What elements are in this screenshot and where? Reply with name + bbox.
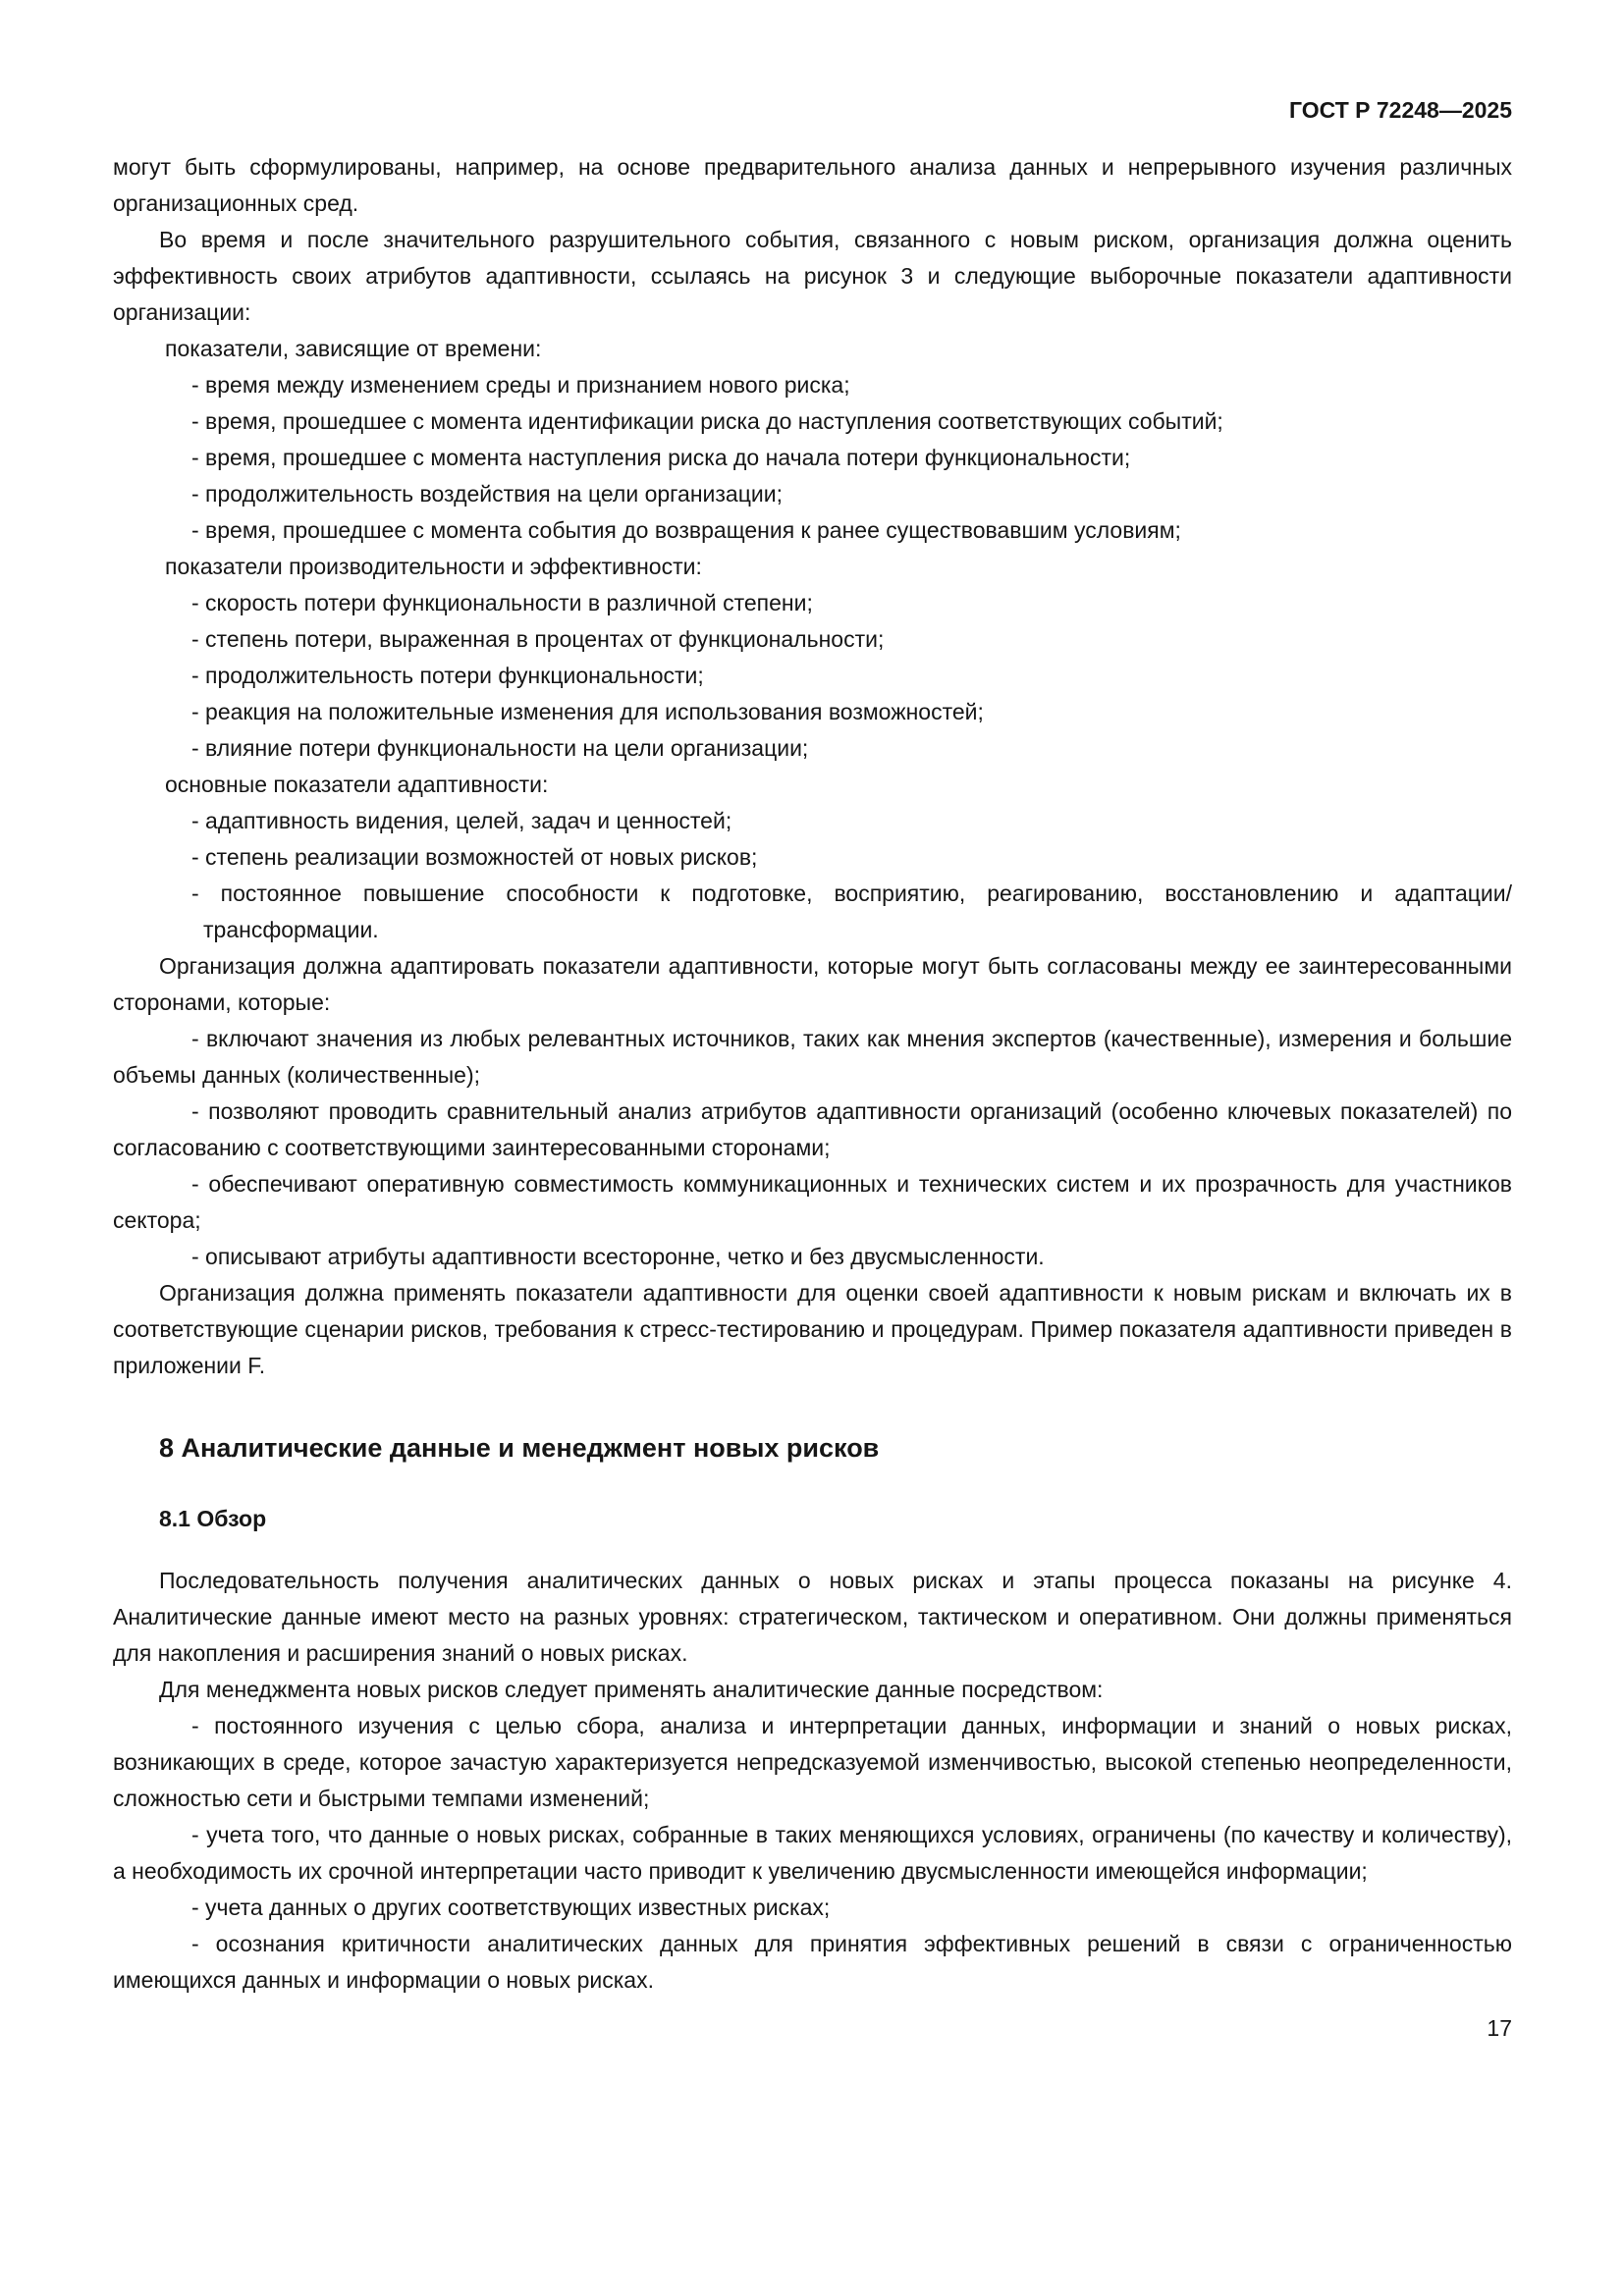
list-item: - время, прошедшее с момента события до возвращения к ранее существовавшим условиям; [191, 517, 1181, 543]
list-label: основные показатели адаптивности: [165, 772, 549, 797]
list-item: - постоянного изучения с целью сбора, анализа и интерпретации данных, информации и знаний о новых рисках, возникающих в среде, которое зачастую характеризуется непредсказуемой изменчивостью, высокой степенью неопределенности, сложностью сети и быстрыми темпами изменений; [113, 1713, 1512, 1811]
list-item: - позволяют проводить сравнительный анализ атрибутов адаптивности организаций (особенно ключевых показателей) по согласованию с соответствующими заинтересованными сторонами; [113, 1098, 1512, 1160]
list-item: - степень потери, выраженная в процентах от функциональности; [191, 626, 885, 652]
list-item: - описывают атрибуты адаптивности всесторонне, четко и без двусмысленности. [191, 1244, 1045, 1269]
subsection-heading: 8.1 Обзор [159, 1506, 267, 1531]
paragraph: Последовательность получения аналитических данных о новых рисках и этапы процесса показаны на рисунке 4. Аналитические данные имеют место на разных уровнях: стратегическом, тактическом и оперативном. Они должны применяться для накопления и расширения знаний о новых рисках. [113, 1568, 1512, 1666]
list-item: - продолжительность воздействия на цели организации; [191, 481, 783, 507]
list-item: - время, прошедшее с момента идентификации риска до наступления соответствующих событий; [191, 408, 1223, 434]
list-item: - учета того, что данные о новых рисках, собранные в таких меняющихся условиях, ограничены (по качеству и количеству), а необходимость их срочной интерпретации часто приводит к увеличению двусмысленности имеющейся информации; [113, 1822, 1512, 1884]
list-item: - учета данных о других соответствующих известных рисках; [191, 1895, 831, 1920]
paragraph: Во время и после значительного разрушительного события, связанного с новым риском, организация должна оценить эффективность своих атрибутов адаптивности, ссылаясь на рисунок 3 и следующие выборочные показатели адаптивности организации: [113, 227, 1512, 325]
document-body [113, 149, 1512, 1999]
page-footer [113, 2014, 1512, 2042]
list-item: - адаптивность видения, целей, задач и ценностей; [191, 808, 732, 833]
list-item: - постоянное повышение способности к подготовке, восприятию, реагированию, восстановлению и адаптации/трансформации. [191, 881, 1512, 942]
page-header [113, 96, 1512, 124]
list-item: - продолжительность потери функциональности; [191, 663, 704, 688]
list-item: - реакция на положительные изменения для использования возможностей; [191, 699, 984, 724]
list-item: - обеспечивают оперативную совместимость коммуникационных и технических систем и их прозрачность для участников сектора; [113, 1171, 1512, 1233]
list-item: - время между изменением среды и признанием нового риска; [191, 372, 850, 398]
page-number: 17 [1487, 2015, 1512, 2041]
section-heading: 8 Аналитические данные и менеджмент новых рисков [159, 1433, 880, 1463]
list-item: - степень реализации возможностей от новых рисков; [191, 844, 758, 870]
list-item: - время, прошедшее с момента наступления риска до начала потери функциональности; [191, 445, 1131, 470]
paragraph: Организация должна применять показатели адаптивности для оценки своей адаптивности к новым рискам и включать их в соответствующие сценарии рисков, требования к стресс-тестированию и процедурам. Пример показателя адаптивности приведен в приложении F. [113, 1280, 1512, 1378]
list-item: - включают значения из любых релевантных источников, таких как мнения экспертов (качественные), измерения и большие объемы данных (количественные); [113, 1026, 1512, 1088]
paragraph: могут быть сформулированы, например, на основе предварительного анализа данных и непрерывного изучения различных организационных сред. [113, 154, 1512, 216]
list-item: - осознания критичности аналитических данных для принятия эффективных решений в связи с ограниченностью имеющихся данных и информации о новых рисках. [113, 1931, 1512, 1993]
paragraph: Для менеджмента новых рисков следует применять аналитические данные посредством: [159, 1677, 1104, 1702]
list-item: - влияние потери функциональности на цели организации; [191, 735, 809, 761]
list-label: показатели производительности и эффективности: [165, 554, 702, 579]
paragraph: Организация должна адаптировать показатели адаптивности, которые могут быть согласованы между ее заинтересованными сторонами, которые: [113, 953, 1512, 1015]
list-item: - скорость потери функциональности в различной степени; [191, 590, 813, 615]
doc-number: ГОСТ Р 72248—2025 [1289, 97, 1512, 123]
list-label: показатели, зависящие от времени: [165, 336, 542, 361]
